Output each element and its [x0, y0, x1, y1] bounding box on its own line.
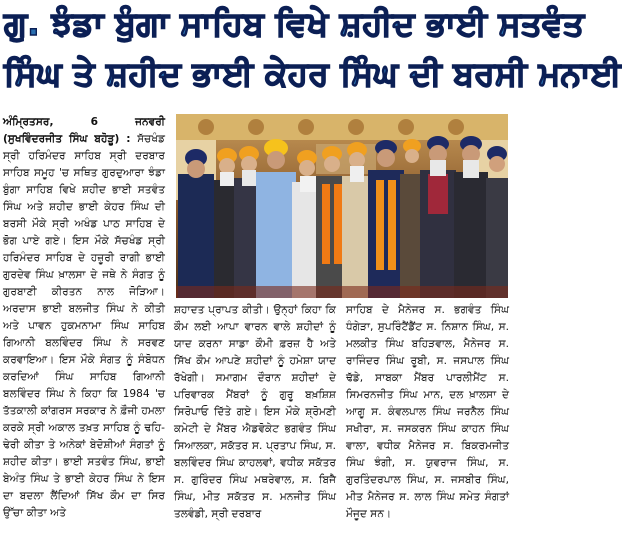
- headline: [0, 0, 622, 108]
- news-photo: [176, 114, 508, 298]
- byline: (ਸੁਖਵਿੰਦਰਜੀਤ ਸਿੰਘ ਬਹੋੜੂ) :: [3, 133, 131, 145]
- dateline-month: ਜਨਵਰੀ: [135, 116, 165, 128]
- dateline: [3, 114, 165, 131]
- article-column-1: [3, 114, 165, 532]
- dateline-day: 6: [90, 116, 98, 128]
- headline-line-1: ਗੁ. ਝੰਡਾ ਬੁੰਗਾ ਸਾਹਿਬ ਵਿਖੇ ਸ਼ਹੀਦ ਭਾਈ ਸਤਵੰਤ: [4, 4, 585, 43]
- article-text-1: ਸੱਚਖੰਡ ਸ੍ਰੀ ਹਰਿਮੰਦਰ ਸਾਹਿਬ ਸ੍ਰੀ ਦਰਬਾਰ ਸਾਹਿਬ ਸਮੂਹ 'ਚ ਸਥਿਤ ਗੁਰਦੁਆਰਾ ਝੰਡਾ ਬੁੰਗਾ ਸਾਹਿਬ ਵਿਖੇ ਸ਼ਹੀਦ ਭਾਈ ਸਤਵੰਤ ਸਿੰਘ ਅਤੇ ਸ਼ਹੀਦ ਭਾਈ ਕੇਹਰ ਸਿੰਘ ਦੀ ਬਰਸੀ ਮੌਕੇ ਸ੍ਰੀ ਅਖੰਡ ਪਾਠ ਸਾਹਿਬ ਦੇ ਭੋਗ ਪਾਏ ਗਏ। ਇਸ ਮੌਕੇ ਸੱਚਖੰਡ ਸ੍ਰੀ ਹਰਿਮੰਦਰ ਸਾਹਿਬ ਦੇ ਹਜ਼ੂਰੀ ਰਾਗੀ ਭਾਈ ਗੁਰਦੇਵ ਸਿੰਘ ਖ਼ਾਲਸਾ ਦੇ ਜਥੇ ਨੇ ਸੰਗਤ ਨੂੰ ਗੁਰਬਾਣੀ ਕੀਰਤਨ ਨਾਲ ਜੋੜਿਆ। ਅਰਦਾਸ ਭਾਈ ਬਲਜੀਤ ਸਿੰਘ ਨੇ ਕੀਤੀ ਅਤੇ ਪਾਵਨ ਹੁਕਮਨਾਮਾ ਸਿੰਘ ਸਾਹਿਬ ਗਿਆਨੀ ਬਲਵਿੰਦਰ ਸਿੰਘ ਨੇ ਸਰਵਣ ਕਰਵਾਇਆ। ਇਸ ਮੌਕੇ ਸੰਗਤ ਨੂੰ ਸੰਬੋਧਨ ਕਰਦਿਆਂ ਸਿੰਘ ਸਾਹਿਬ ਗਿਆਨੀ ਬਲਵਿੰਦਰ ਸਿੰਘ ਨੇ ਕਿਹਾ ਕਿ 1984 'ਚ ਤੱਤਕਾਲੀ ਕਾਂਗਰਸ ਸਰਕਾਰ ਨੇ ਫ਼ੌਜੀ ਹਮਲਾ ਕਰਕੇ ਸ੍ਰੀ ਅਕਾਲ ਤਖ਼ਤ ਸਾਹਿਬ ਨੂੰ ਢਹਿ-ਢੇਰੀ ਕੀਤਾ ਤੇ ਅਨੇਕਾਂ ਬੇਦੋਸ਼ੀਆਂ ਸੰਗਤਾਂ ਨੂੰ ਸ਼ਹੀਦ ਕੀਤਾ। ਭਾਈ ਸਤਵੰਤ ਸਿੰਘ, ਭਾਈ ਬੇਅੰਤ ਸਿੰਘ ਤੇ ਭਾਈ ਕੇਹਰ ਸਿੰਘ ਨੇ ਇਸ ਦਾ ਬਦਲਾ ਲੈਂਦਿਆਂ ਸਿੱਖ ਕੌਮ ਦਾ ਸਿਰ ਉੱਚਾ ਕੀਤਾ ਅਤੇ: [3, 133, 165, 519]
- article-column-3: [346, 302, 509, 532]
- article-column-2: [174, 302, 336, 532]
- dateline-place: ਅੰਮ੍ਰਿਤਸਰ,: [3, 116, 54, 128]
- news-photo-illustration: [176, 114, 508, 298]
- headline-line-2: ਸਿੰਘ ਤੇ ਸ਼ਹੀਦ ਭਾਈ ਕੇਹਰ ਸਿੰਘ ਦੀ ਬਰਸੀ ਮਨਾਈ: [4, 54, 622, 93]
- article-text-2: ਸ਼ਹਾਦਤ ਪ੍ਰਾਪਤ ਕੀਤੀ। ਉਨ੍ਹਾਂ ਕਿਹਾ ਕਿ ਕੌਮ ਲਈ ਆਪਾ ਵਾਰਨ ਵਾਲੇ ਸ਼ਹੀਦਾਂ ਨੂੰ ਯਾਦ ਕਰਨਾ ਸਾਡਾ ਕੌਮੀ ਫ਼ਰਜ਼ ਹੈ ਅਤੇ ਸਿੱਖ ਕੌਮ ਆਪਣੇ ਸ਼ਹੀਦਾਂ ਨੂੰ ਹਮੇਸ਼ਾ ਯਾਦ ਰੱਖੇਗੀ। ਸਮਾਗਮ ਦੌਰਾਨ ਸ਼ਹੀਦਾਂ ਦੇ ਪਰਿਵਾਰਕ ਮੈਂਬਰਾਂ ਨੂੰ ਗੁਰੂ ਬਖ਼ਸ਼ਿਸ਼ ਸਿਰੋਪਾਓ ਦਿੱਤੇ ਗਏ। ਇਸ ਮੌਕੇ ਸ਼੍ਰੋਮਣੀ ਕਮੇਟੀ ਦੇ ਮੈਂਬਰ ਐਡਵੋਕੇਟ ਭਗਵੰਤ ਸਿੰਘ ਸਿਆਲਕਾ, ਸਕੱਤਰ ਸ. ਪ੍ਰਤਾਪ ਸਿੰਘ, ਸ. ਬਲਵਿੰਦਰ ਸਿੰਘ ਕਾਹਲਵਾਂ, ਵਧੀਕ ਸਕੱਤਰ ਸ. ਗੁਰਿੰਦਰ ਸਿੰਘ ਮਥਰੇਵਾਲ, ਸ. ਬਿਜੈ ਸਿੰਘ, ਮੀਤ ਸਕੱਤਰ ਸ. ਮਨਜੀਤ ਸਿੰਘ ਤਲਵੰਡੀ, ਸ੍ਰੀ ਦਰਬਾਰ: [174, 304, 336, 520]
- article-text-3: ਸਾਹਿਬ ਦੇ ਮੈਨੇਜਰ ਸ. ਭਗਵੰਤ ਸਿੰਘ ਧੰਗੇੜਾ, ਸੁਪਰਿੰਟੈਂਡੈਂਟ ਸ. ਨਿਸ਼ਾਨ ਸਿੰਘ, ਸ. ਮਲਕੀਤ ਸਿੰਘ ਬਹਿੜਵਾਲ, ਮੈਨੇਜਰ ਸ. ਰਾਜਿੰਦਰ ਸਿੰਘ ਰੂਬੀ, ਸ. ਜਸਪਾਲ ਸਿੰਘ ਢੱਡੇ, ਸਾਬਕਾ ਮੈਂਬਰ ਪਾਰਲੀਮੈਂਟ ਸ. ਸਿਮਰਨਜੀਤ ਸਿੰਘ ਮਾਨ, ਦਲ ਖ਼ਾਲਸਾ ਦੇ ਆਗੂ ਸ. ਕੰਵਲਪਾਲ ਸਿੰਘ ਜਰਨੈਲ ਸਿੰਘ ਸਖੀਰਾ, ਸ. ਜਸਕਰਨ ਸਿੰਘ ਕਾਹਨ ਸਿੰਘ ਵਾਲਾ, ਵਧੀਕ ਮੈਨੇਜਰ ਸ. ਬਿਕਰਮਜੀਤ ਸਿੰਘ ਝੰਗੀ, ਸ. ਯੁਵਰਾਜ ਸਿੰਘ, ਸ. ਗੁਰਤਿੰਦਰਪਾਲ ਸਿੰਘ, ਸ. ਜਸਬੀਰ ਸਿੰਘ, ਮੀਤ ਮੈਨੇਜਰ ਸ. ਲਾਲ ਸਿੰਘ ਸਮੇਤ ਸੰਗਤਾਂ ਮੌਜੂਦ ਸਨ।: [346, 304, 509, 520]
